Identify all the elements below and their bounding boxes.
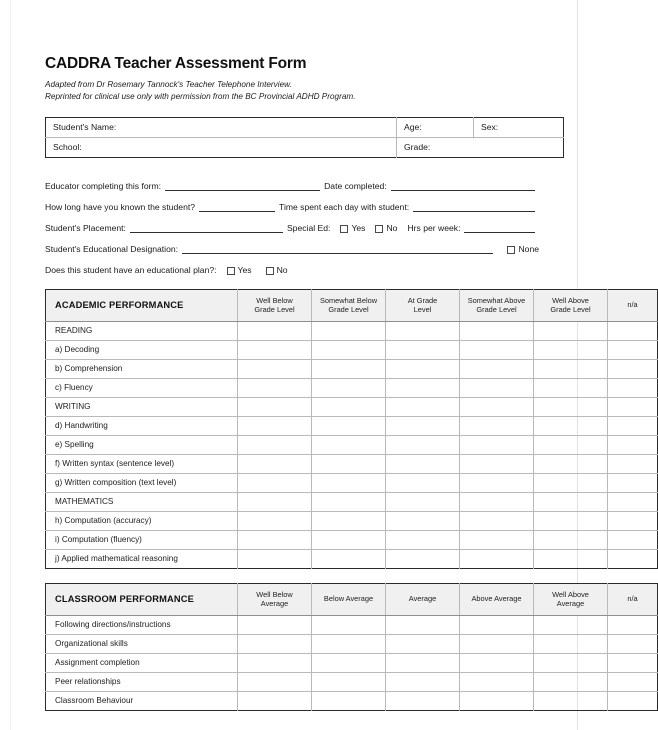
- document-page: [10, 0, 638, 730]
- academic-rating-cell[interactable]: [238, 511, 312, 530]
- placement-label: Student's Placement:: [45, 222, 126, 233]
- classroom-column-below-average: Below Average: [312, 583, 386, 615]
- table-row: [46, 397, 658, 416]
- academic-rating-cell[interactable]: [386, 416, 460, 435]
- table-row: [46, 435, 658, 454]
- academic-rating-cell[interactable]: [312, 321, 386, 340]
- academic-rating-cell[interactable]: [386, 473, 460, 492]
- classroom-col-5-line-2: Average: [556, 599, 585, 609]
- academic-column-somewhat-below: [312, 289, 386, 321]
- classroom-rating-cell[interactable]: [460, 653, 534, 672]
- academic-rating-cell[interactable]: [386, 492, 460, 511]
- classroom-row-label: Organizational skills: [46, 634, 238, 653]
- age-field[interactable]: Age:: [397, 117, 474, 137]
- classroom-rating-cell[interactable]: [460, 634, 534, 653]
- academic-rating-cell[interactable]: [460, 530, 534, 549]
- academic-rating-cell[interactable]: [386, 530, 460, 549]
- academic-rating-cell[interactable]: [534, 378, 608, 397]
- academic-table-body: [46, 321, 658, 568]
- classroom-header-row: [46, 583, 658, 615]
- academic-row-label: MATHEMATICS: [46, 492, 238, 511]
- academic-rating-cell[interactable]: [460, 492, 534, 511]
- classroom-rating-cell[interactable]: [386, 691, 460, 710]
- table-row: [46, 511, 658, 530]
- designation-none-checkbox[interactable]: [507, 246, 515, 254]
- classroom-rating-cell[interactable]: [238, 634, 312, 653]
- classroom-row-label: Peer relationships: [46, 672, 238, 691]
- academic-na-cell[interactable]: [608, 454, 658, 473]
- academic-rating-cell[interactable]: [534, 340, 608, 359]
- academic-row-label: f) Written syntax (sentence level): [46, 454, 238, 473]
- form-fields-block: [45, 170, 539, 275]
- classroom-rating-cell[interactable]: [386, 615, 460, 634]
- academic-row-label: a) Decoding: [46, 340, 238, 359]
- academic-rating-cell[interactable]: [534, 359, 608, 378]
- field-row-placement: [45, 212, 539, 233]
- table-row: [46, 492, 658, 511]
- classroom-rating-cell[interactable]: [312, 615, 386, 634]
- classroom-rating-cell[interactable]: [534, 634, 608, 653]
- academic-col-1-line-1: Well Below: [256, 295, 293, 305]
- classroom-row-label: Following directions/instructions: [46, 615, 238, 634]
- classroom-rating-cell[interactable]: [534, 653, 608, 672]
- page-title: CADDRA Teacher Assessment Form: [45, 55, 307, 72]
- academic-rating-cell[interactable]: [460, 340, 534, 359]
- classroom-table-body: [46, 615, 658, 710]
- educational-plan-label: Does this student have an educational plan?:: [45, 264, 217, 275]
- academic-na-cell[interactable]: [608, 397, 658, 416]
- classroom-column-na: n/a: [608, 583, 658, 615]
- document-content: [45, 55, 638, 711]
- table-row: [46, 672, 658, 691]
- classroom-rating-cell[interactable]: [238, 653, 312, 672]
- classroom-row-label: Assignment completion: [46, 653, 238, 672]
- academic-rating-cell[interactable]: [312, 435, 386, 454]
- classroom-na-cell[interactable]: [608, 653, 658, 672]
- academic-rating-cell[interactable]: [386, 435, 460, 454]
- classroom-rating-cell[interactable]: [312, 672, 386, 691]
- academic-rating-cell[interactable]: [534, 321, 608, 340]
- academic-col-2-line-1: Somewhat Below: [319, 295, 378, 305]
- table-row: [46, 473, 658, 492]
- classroom-rating-cell[interactable]: [534, 615, 608, 634]
- classroom-rating-cell[interactable]: [460, 672, 534, 691]
- academic-rating-cell[interactable]: [312, 549, 386, 568]
- academic-na-cell[interactable]: [608, 473, 658, 492]
- academic-col-5-line-1: Well Above: [552, 295, 589, 305]
- academic-rating-cell[interactable]: [460, 473, 534, 492]
- student-info-table: [45, 117, 564, 158]
- academic-rating-cell[interactable]: [460, 511, 534, 530]
- academic-rating-cell[interactable]: [386, 321, 460, 340]
- academic-rating-cell[interactable]: [386, 378, 460, 397]
- educator-input-line[interactable]: [165, 181, 320, 191]
- academic-rating-cell[interactable]: [534, 397, 608, 416]
- academic-rating-cell[interactable]: [534, 473, 608, 492]
- academic-rating-cell[interactable]: [238, 549, 312, 568]
- classroom-column-above-average: Above Average: [460, 583, 534, 615]
- designation-none-label: None: [518, 243, 539, 254]
- academic-na-cell[interactable]: [608, 378, 658, 397]
- table-row: [46, 359, 658, 378]
- classroom-performance-table: [45, 583, 658, 711]
- classroom-na-cell[interactable]: [608, 691, 658, 710]
- field-row-designation: [45, 233, 539, 254]
- academic-na-cell[interactable]: [608, 321, 658, 340]
- placement-input-line[interactable]: [130, 223, 283, 233]
- academic-na-cell[interactable]: [608, 359, 658, 378]
- educational-plan-no-label: No: [276, 264, 288, 275]
- academic-na-cell[interactable]: [608, 435, 658, 454]
- educational-plan-yes-checkbox[interactable]: [227, 267, 235, 275]
- academic-rating-cell[interactable]: [312, 511, 386, 530]
- educational-plan-yes-label: Yes: [237, 264, 252, 275]
- time-spent-input-line[interactable]: [413, 202, 535, 212]
- classroom-na-cell[interactable]: [608, 672, 658, 691]
- academic-rating-cell[interactable]: [312, 530, 386, 549]
- academic-section-title: ACADEMIC PERFORMANCE: [46, 289, 238, 321]
- academic-rating-cell[interactable]: [238, 530, 312, 549]
- table-row: [46, 653, 658, 672]
- academic-rating-cell[interactable]: [238, 454, 312, 473]
- student-info-row-1: [46, 117, 564, 137]
- academic-rating-cell[interactable]: [534, 416, 608, 435]
- classroom-column-well-above-average: [534, 583, 608, 615]
- classroom-rating-cell[interactable]: [534, 691, 608, 710]
- classroom-rating-cell[interactable]: [386, 653, 460, 672]
- academic-column-well-below: [238, 289, 312, 321]
- classroom-rating-cell[interactable]: [312, 634, 386, 653]
- special-ed-label: Special Ed:: [286, 222, 331, 233]
- classroom-rating-cell[interactable]: [238, 672, 312, 691]
- academic-col-3-line-2: Level: [413, 305, 432, 315]
- academic-column-at-grade: [386, 289, 460, 321]
- table-row: [46, 454, 658, 473]
- academic-row-label: h) Computation (accuracy): [46, 511, 238, 530]
- table-row: [46, 691, 658, 710]
- academic-rating-cell[interactable]: [534, 549, 608, 568]
- table-row: [46, 340, 658, 359]
- subtitle-line-2: Reprinted for clinical use only with permission from the BC Provincial ADHD Program.: [45, 91, 356, 101]
- academic-rating-cell[interactable]: [238, 321, 312, 340]
- date-completed-input-line[interactable]: [391, 181, 535, 191]
- academic-rating-cell[interactable]: [460, 359, 534, 378]
- academic-rating-cell[interactable]: [312, 473, 386, 492]
- academic-rating-cell[interactable]: [312, 454, 386, 473]
- educator-label: Educator completing this form:: [45, 180, 162, 191]
- academic-rating-cell[interactable]: [534, 530, 608, 549]
- time-spent-label: Time spent each day with student:: [279, 201, 410, 212]
- field-row-educator: [45, 170, 539, 191]
- academic-rating-cell[interactable]: [534, 511, 608, 530]
- classroom-rating-cell[interactable]: [238, 691, 312, 710]
- table-row: [46, 378, 658, 397]
- academic-rating-cell[interactable]: [312, 359, 386, 378]
- academic-rating-cell[interactable]: [238, 492, 312, 511]
- how-long-input-line[interactable]: [199, 202, 275, 212]
- academic-row-label: j) Applied mathematical reasoning: [46, 549, 238, 568]
- academic-rating-cell[interactable]: [460, 416, 534, 435]
- student-name-field[interactable]: Student's Name:: [46, 117, 397, 137]
- classroom-rating-cell[interactable]: [386, 634, 460, 653]
- academic-rating-cell[interactable]: [238, 378, 312, 397]
- academic-rating-cell[interactable]: [386, 397, 460, 416]
- classroom-section-title: CLASSROOM PERFORMANCE: [46, 583, 238, 615]
- classroom-na-cell[interactable]: [608, 634, 658, 653]
- academic-header-row: [46, 289, 658, 321]
- academic-rating-cell[interactable]: [238, 473, 312, 492]
- document-subtitle: [45, 79, 539, 103]
- academic-rating-cell[interactable]: [238, 397, 312, 416]
- academic-rating-cell[interactable]: [312, 492, 386, 511]
- academic-rating-cell[interactable]: [534, 492, 608, 511]
- educational-plan-no-checkbox[interactable]: [266, 267, 274, 275]
- academic-rating-cell[interactable]: [238, 340, 312, 359]
- table-row: [46, 634, 658, 653]
- designation-input-line[interactable]: [182, 244, 493, 254]
- special-ed-yes-checkbox[interactable]: [340, 225, 348, 233]
- classroom-column-well-below-average: [238, 583, 312, 615]
- academic-col-3-line-1: At Grade: [407, 295, 438, 305]
- academic-rating-cell[interactable]: [460, 435, 534, 454]
- academic-rating-cell[interactable]: [460, 549, 534, 568]
- classroom-rating-cell[interactable]: [238, 615, 312, 634]
- academic-rating-cell[interactable]: [386, 549, 460, 568]
- special-ed-no-checkbox[interactable]: [375, 225, 383, 233]
- academic-rating-cell[interactable]: [534, 454, 608, 473]
- academic-na-cell[interactable]: [608, 416, 658, 435]
- date-completed-label: Date completed:: [324, 180, 387, 191]
- table-row: [46, 416, 658, 435]
- academic-rating-cell[interactable]: [312, 397, 386, 416]
- academic-row-label: d) Handwriting: [46, 416, 238, 435]
- academic-na-cell[interactable]: [608, 340, 658, 359]
- grade-field[interactable]: Grade:: [397, 137, 564, 157]
- academic-rating-cell[interactable]: [238, 416, 312, 435]
- table-row: [46, 321, 658, 340]
- academic-col-2-line-2: Grade Level: [328, 305, 369, 315]
- academic-rating-cell[interactable]: [386, 340, 460, 359]
- sex-field[interactable]: Sex:: [474, 117, 564, 137]
- field-row-educational-plan: [45, 254, 539, 275]
- subtitle-line-1: Adapted from Dr Rosemary Tannock's Teacher Telephone Interview.: [45, 80, 292, 89]
- student-info-row-2: [46, 137, 564, 157]
- classroom-rating-cell[interactable]: [312, 691, 386, 710]
- special-ed-no-label: No: [386, 222, 398, 233]
- classroom-column-average: Average: [386, 583, 460, 615]
- academic-col-1-line-2: Grade Level: [254, 305, 295, 315]
- academic-column-somewhat-above: [460, 289, 534, 321]
- designation-label: Student's Educational Designation:: [45, 243, 179, 254]
- academic-row-label: g) Written composition (text level): [46, 473, 238, 492]
- hrs-per-week-label: Hrs per week:: [407, 222, 461, 233]
- school-field[interactable]: School:: [46, 137, 397, 157]
- table-row: [46, 615, 658, 634]
- academic-col-4-line-2: Grade Level: [476, 305, 517, 315]
- how-long-label: How long have you known the student?: [45, 201, 196, 212]
- academic-rating-cell[interactable]: [238, 359, 312, 378]
- classroom-col-1-line-2: Average: [260, 599, 289, 609]
- classroom-rating-cell[interactable]: [386, 672, 460, 691]
- classroom-na-cell[interactable]: [608, 615, 658, 634]
- classroom-col-5-line-1: Well Above: [552, 589, 589, 599]
- academic-rating-cell[interactable]: [386, 511, 460, 530]
- academic-rating-cell[interactable]: [460, 397, 534, 416]
- academic-row-label: c) Fluency: [46, 378, 238, 397]
- table-row: [46, 549, 658, 568]
- table-row: [46, 530, 658, 549]
- academic-rating-cell[interactable]: [312, 378, 386, 397]
- academic-row-label: b) Comprehension: [46, 359, 238, 378]
- academic-rating-cell[interactable]: [460, 321, 534, 340]
- classroom-col-1-line-1: Well Below: [256, 589, 293, 599]
- academic-column-well-above: [534, 289, 608, 321]
- academic-row-label: i) Computation (fluency): [46, 530, 238, 549]
- academic-na-cell[interactable]: [608, 492, 658, 511]
- academic-column-na: n/a: [608, 289, 658, 321]
- academic-na-cell[interactable]: [608, 549, 658, 568]
- hrs-per-week-input-line[interactable]: [464, 223, 535, 233]
- classroom-rating-cell[interactable]: [460, 615, 534, 634]
- classroom-rating-cell[interactable]: [312, 653, 386, 672]
- academic-na-cell[interactable]: [608, 511, 658, 530]
- academic-rating-cell[interactable]: [386, 359, 460, 378]
- academic-rating-cell[interactable]: [312, 340, 386, 359]
- classroom-row-label: Classroom Behaviour: [46, 691, 238, 710]
- classroom-rating-cell[interactable]: [460, 691, 534, 710]
- academic-col-5-line-2: Grade Level: [550, 305, 591, 315]
- academic-rating-cell[interactable]: [312, 416, 386, 435]
- academic-na-cell[interactable]: [608, 530, 658, 549]
- academic-rating-cell[interactable]: [460, 378, 534, 397]
- academic-row-label: e) Spelling: [46, 435, 238, 454]
- special-ed-yes-label: Yes: [351, 222, 366, 233]
- academic-col-4-line-1: Somewhat Above: [467, 295, 526, 305]
- academic-rating-cell[interactable]: [238, 435, 312, 454]
- academic-rating-cell[interactable]: [460, 454, 534, 473]
- field-row-how-long: [45, 191, 539, 212]
- classroom-rating-cell[interactable]: [534, 672, 608, 691]
- academic-rating-cell[interactable]: [534, 435, 608, 454]
- academic-row-label: READING: [46, 321, 238, 340]
- academic-row-label: WRITING: [46, 397, 238, 416]
- academic-rating-cell[interactable]: [386, 454, 460, 473]
- academic-performance-table: [45, 289, 658, 569]
